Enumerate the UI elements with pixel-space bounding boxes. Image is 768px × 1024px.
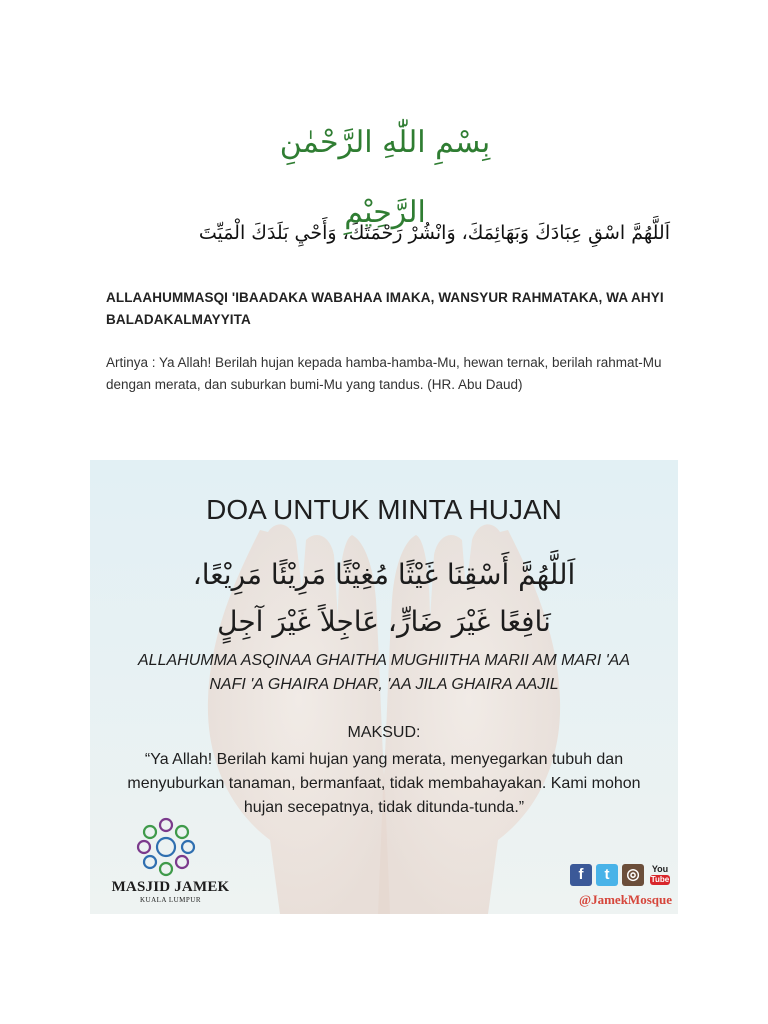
doa-arabic-text: اَللَّهُمَّ اسْقِ عِبَادَكَ وَبَهَائِمَكَ، وَانْشُرْ رَحْمَتَكَ، وَأَحْيِ بَلَدَكَ الْمَيِّتَ (198, 222, 670, 244)
poster-title: DOA UNTUK MINTA HUJAN (206, 494, 562, 525)
poster-transliteration-line-1: ALLAHUMMA ASQINAA GHAITHA MUGHIITHA MARII AM MARI 'AA (138, 652, 630, 669)
social-links (562, 864, 672, 914)
youtube-tube-text: Tube (650, 875, 670, 884)
doa-meaning: Artinya : Ya Allah! Berilah hujan kepada hamba-hamba-Mu, hewan ternak, berilah rahmat-Mu dengan merata, dan suburkan bumi-Mu yang tandus. (HR. Abu Daud) (106, 355, 662, 392)
mosque-emblem-icon (134, 815, 198, 879)
twitter-icon[interactable]: t (596, 864, 618, 886)
logo-subtitle: KUALA LUMPUR (139, 896, 202, 904)
youtube-you-text: You (651, 864, 669, 874)
maksud-label: MAKSUD: (347, 724, 421, 741)
poster-arabic-line-1: اَللَّهُمَّ أَسْقِنَا غَيْثًا مُغِيْثًا مَرِيْئًا مَرِيْعًا، (192, 558, 576, 591)
logo-name: MASJID JAMEK (111, 879, 230, 895)
poster-transliteration-line-2: NAFI 'A GHAIRA DHAR, 'AA JILA GHAIRA AAJIL (209, 676, 559, 693)
instagram-icon[interactable]: ◎ (622, 864, 644, 886)
youtube-icon[interactable] (650, 864, 670, 886)
doa-poster (90, 460, 678, 914)
social-handle: @JamekMosque (579, 892, 672, 907)
facebook-icon[interactable]: f (570, 864, 592, 886)
bismillah-calligraphy: بِسْمِ اللّٰهِ الرَّحْمٰنِ الرَّحِيْمِ (279, 125, 491, 230)
doa-transliteration: ALLAAHUMMASQI 'IBAADAKA WABAHAA IMAKA, WANSYUR RAHMATAKA, WA AHYI BALADAKALMAYYITA (106, 290, 664, 327)
poster-arabic-line-2: نَافِعًا غَيْرَ ضَارٍّ، عَاجِلاً غَيْرَ آجِلٍ (217, 605, 551, 638)
maksud-text: “Ya Allah! Berilah kami hujan yang merata, menyegarkan tubuh dan menyuburkan tanaman, bermanfaat, tidak membahayakan. Kami mohon hujan secepatnya, tidak ditunda-tunda.” (127, 751, 641, 816)
masjid-jamek-logo (108, 815, 228, 905)
